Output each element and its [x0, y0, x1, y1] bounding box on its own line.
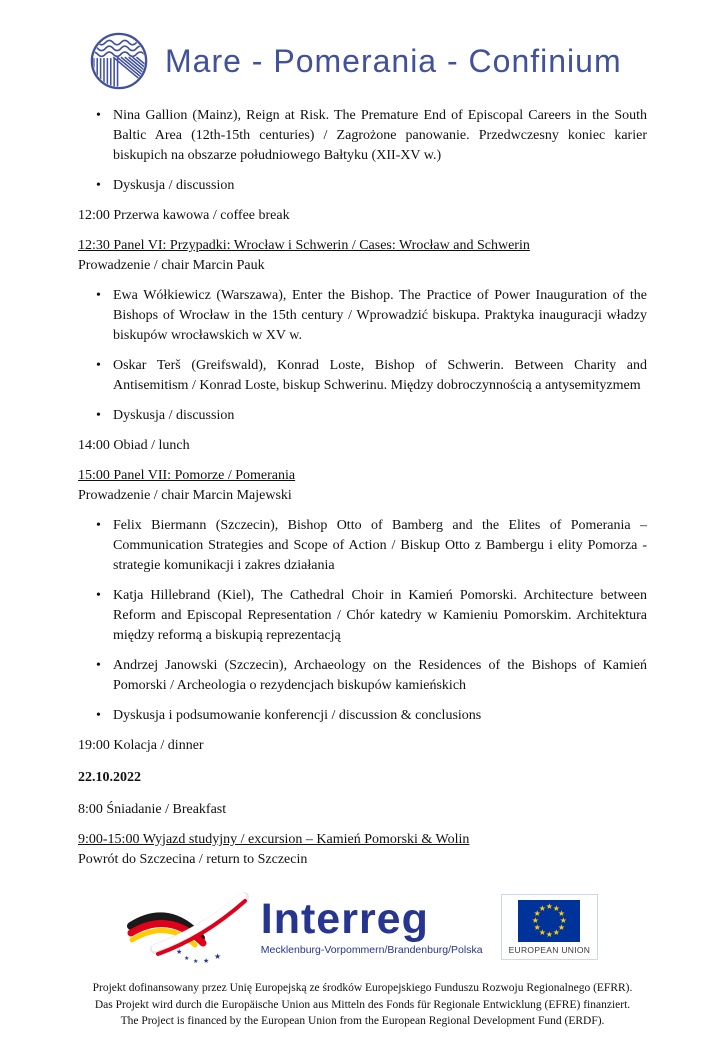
page-title: Mare - Pomerania - Confinium: [165, 42, 622, 79]
bullet-item: [78, 586, 647, 646]
chair-line: Prowadzenie / chair Marcin Majewski: [78, 488, 292, 503]
interreg-subtitle: Mecklenburg-Vorpommern/Brandenburg/Polska: [260, 944, 483, 956]
svg-text:★: ★: [175, 948, 183, 956]
talk-text: Katja Hillebrand (Kiel), The Cathedral Choir in Kamień Pomorski. Architecture between Reform and Episcopal Representation / Chór katedry w Kamieniu Pomorskim. Architektura między reformą a biskupią reprezentacją: [113, 588, 647, 643]
eu-flag-icon: ★ ★ ★ ★ ★ ★ ★ ★ ★ ★ ★ ★: [518, 900, 580, 942]
bullet-item: [78, 176, 647, 196]
excursion-heading: 9:00-15:00 Wyjazd studyjny / excursion – Kamień Pomorski & Wolin: [78, 832, 470, 847]
bullet-icon: •: [96, 588, 101, 603]
bullet-item: [78, 286, 647, 346]
bullet-icon: •: [96, 358, 101, 373]
bullet-icon: •: [96, 178, 101, 193]
interreg-wordmark: Interreg: [260, 895, 429, 943]
bullet-item: [78, 356, 647, 396]
svg-text:★: ★: [202, 957, 210, 965]
eu-label: EUROPEAN UNION: [508, 945, 591, 955]
funding-line-en: The Project is financed by the European Union from the European Regional Development Fund (ERDF).: [120, 1015, 605, 1028]
talk-text: Ewa Wółkiewicz (Warszawa), Enter the Bishop. The Practice of Power Inauguration of the Bishops of Wrocław in the 15th century / Wprowadzić biskupa. Praktyka inauguracji władzy biskupów wrocławskich w XV w.: [113, 288, 647, 343]
svg-text:★: ★: [183, 955, 190, 962]
excursion-return-line: Powrót do Szczecina / return to Szczecin: [78, 852, 308, 867]
mare-pomerania-logo-icon: [88, 30, 150, 92]
funding-line-de: Das Projekt wird durch die Europäische Union aus Mitteln des Fonds für Regionale Entwicklung (EFRE) finanziert.: [94, 998, 631, 1011]
panel-heading: 15:00 Panel VII: Pomorze / Pomerania: [78, 468, 296, 483]
time-entry: 14:00 Obiad / lunch: [78, 438, 190, 453]
talk-text: Oskar Terš (Greifswald), Konrad Loste, Bishop of Schwerin. Between Charity and Antisemitism / Konrad Loste, biskup Schwerinu. Między dobroczynnością a antysemityzmem: [113, 358, 647, 393]
time-entry: 12:00 Przerwa kawowa / coffee break: [78, 208, 290, 223]
time-entry: 8:00 Śniadanie / Breakfast: [78, 802, 227, 817]
panel-heading: 12:30 Panel VI: Przypadki: Wrocław i Schwerin / Cases: Wrocław and Schwerin: [78, 238, 530, 253]
funding-statement: [0, 980, 725, 1030]
bullet-item: [78, 516, 647, 576]
svg-text:★: ★: [192, 958, 199, 965]
discussion-text: Dyskusja / discussion: [113, 178, 235, 193]
conference-program: [78, 106, 647, 870]
bullet-item: [78, 706, 647, 726]
header: [88, 30, 725, 92]
bullet-item: [78, 106, 647, 166]
bullet-icon: •: [96, 518, 101, 533]
eu-logo: [501, 894, 599, 960]
interreg-swoosh-icon: [127, 888, 249, 966]
discussion-text: Dyskusja i podsumowanie konferencji / discussion & conclusions: [113, 708, 482, 723]
interreg-logo: [260, 895, 483, 956]
bullet-icon: •: [96, 658, 101, 673]
date-heading: 22.10.2022: [78, 770, 141, 785]
bullet-icon: •: [96, 288, 101, 303]
talk-text: Andrzej Janowski (Szczecin), Archaeology on the Residences of the Bishops of Kamień Pomorski / Archeologia o rezydencjach biskupów kamieńskich: [113, 658, 647, 693]
funding-line-pl: Projekt dofinansowany przez Unię Europejską ze środków Europejskiego Funduszu Rozwoju Regionalnego (EFRR).: [92, 982, 633, 994]
discussion-text: Dyskusja / discussion: [113, 408, 235, 423]
svg-text:★: ★: [213, 952, 221, 961]
bullet-item: [78, 656, 647, 696]
bullet-icon: •: [96, 408, 101, 423]
footer-logos: [0, 888, 725, 966]
chair-line: Prowadzenie / chair Marcin Pauk: [78, 258, 265, 273]
talk-text: Felix Biermann (Szczecin), Bishop Otto of Bamberg and the Elites of Pomerania – Communication Strategies and Scope of Action / Biskup Otto z Bambergu i elity Pomorza - strategie komunikacji i zakres działania: [113, 518, 647, 573]
bullet-icon: •: [96, 708, 101, 723]
bullet-item: [78, 406, 647, 426]
talk-text: Nina Gallion (Mainz), Reign at Risk. The Premature End of Episcopal Careers in the South Baltic Area (12th-15th centuries) / Zagrożone panowanie. Przedwczesny koniec karier biskupich na obszarze południowego Bałtyku (XII-XV w.): [113, 108, 647, 163]
time-entry: 19:00 Kolacja / dinner: [78, 738, 204, 753]
bullet-icon: •: [96, 108, 101, 123]
